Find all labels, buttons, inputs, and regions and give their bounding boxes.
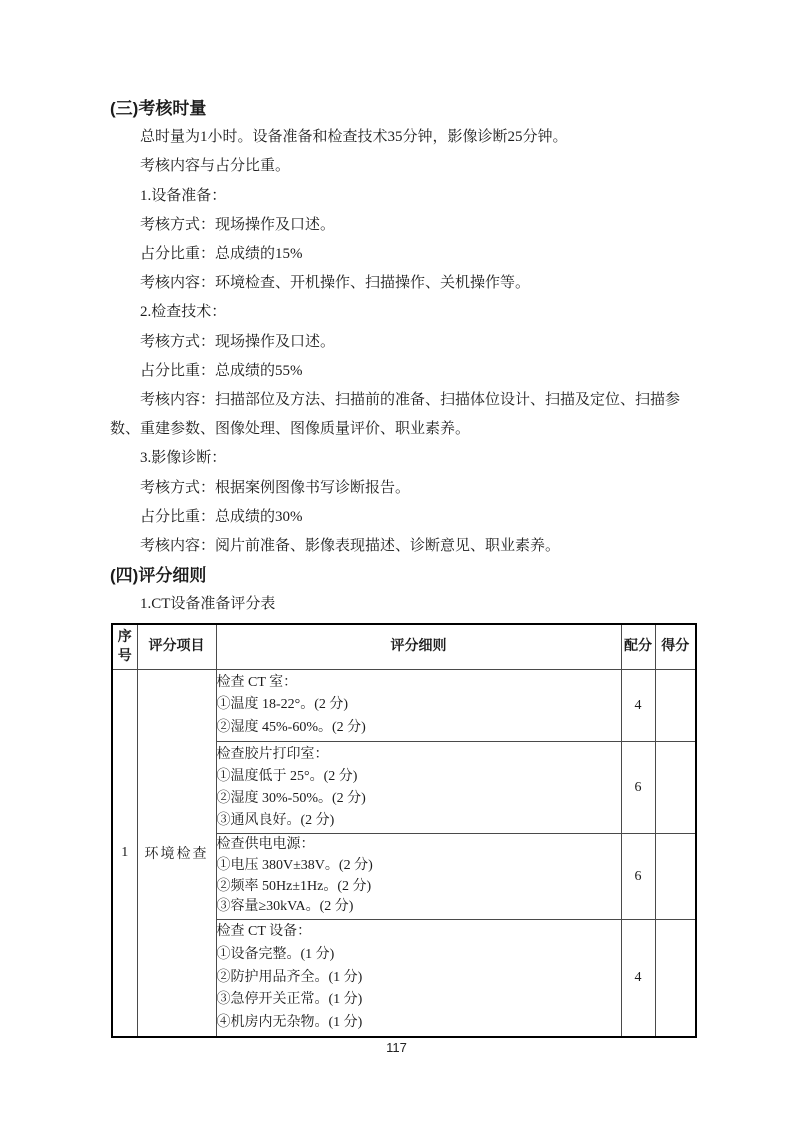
paragraph: 考核方式：现场操作及口述。	[140, 333, 336, 350]
paragraph: 考核方式：根据案例图像书写诊断报告。	[140, 479, 411, 496]
section-heading-3: (三)考核时量	[110, 99, 207, 118]
table-header-row	[112, 624, 696, 670]
paragraph: 考核方式：现场操作及口述。	[140, 216, 336, 233]
detail-line: 检查胶片打印室：	[216, 746, 329, 762]
detail-cell	[216, 670, 621, 742]
paragraph: 占分比重：总成绩的30%	[140, 508, 303, 525]
paragraph: 3.影像诊断：	[140, 450, 227, 467]
section-heading-4: (四)评分细则	[110, 566, 207, 586]
document-content	[110, 94, 700, 1038]
table-title: 1.CT设备准备评分表	[140, 596, 276, 613]
paragraph-continuation: 数、重建参数、图像处理、图像质量评价、职业素养。	[110, 421, 471, 438]
paragraph: 总时量为1小时。设备准备和检查技术35分钟，影像诊断25分钟。	[140, 129, 568, 146]
earned-cell	[655, 834, 696, 920]
scoring-table	[111, 623, 697, 1038]
detail-line: ①电压 380V±38V。(2 分)	[216, 857, 373, 873]
paragraph: 考核内容与占分比重。	[140, 158, 291, 175]
detail-line: ②频率 50Hz±1Hz。(2 分)	[216, 878, 372, 894]
detail-line: 检查 CT 设备：	[216, 923, 312, 939]
earned-cell	[655, 920, 696, 1037]
score-cell: 6	[621, 742, 655, 834]
detail-line: ①设备完整。(1 分)	[216, 946, 335, 962]
row-item-cell: 环境检查	[137, 670, 216, 1037]
paragraph: 占分比重：总成绩的55%	[140, 362, 303, 379]
score-cell: 4	[621, 920, 655, 1037]
paragraph: 占分比重：总成绩的15%	[140, 246, 303, 263]
detail-line: ②湿度 45%-60%。(2 分)	[216, 719, 366, 735]
detail-line: ③急停开关正常。(1 分)	[216, 992, 363, 1008]
detail-line: ①温度低于 25°。(2 分)	[216, 768, 358, 784]
detail-line: ①温度 18-22°。(2 分)	[216, 697, 349, 713]
table-subrow-ct-room	[112, 670, 696, 742]
paragraph: 1.设备准备：	[140, 187, 227, 204]
detail-line: ②湿度 30%-50%。(2 分)	[216, 790, 366, 806]
col-header-item: 评分项目	[137, 624, 216, 670]
col-header-earned: 得分	[655, 624, 696, 670]
detail-line: 检查 CT 室：	[216, 674, 298, 690]
paragraph: 考核内容：阅片前准备、影像表现描述、诊断意见、职业素养。	[140, 538, 561, 555]
col-header-detail: 评分细则	[216, 624, 621, 670]
detail-line: ③通风良好。(2 分)	[216, 812, 335, 828]
detail-cell	[216, 742, 621, 834]
detail-cell	[216, 834, 621, 920]
detail-line: ④机房内无杂物。(1 分)	[216, 1015, 363, 1031]
detail-line: ②防护用品齐全。(1 分)	[216, 969, 363, 985]
row-number-cell: 1	[112, 670, 137, 1037]
detail-line: 检查供电电源：	[216, 837, 315, 853]
score-cell: 6	[621, 834, 655, 920]
score-cell: 4	[621, 670, 655, 742]
earned-cell	[655, 742, 696, 834]
detail-line: ③容量≥30kVA。(2 分)	[216, 899, 354, 915]
earned-cell	[655, 670, 696, 742]
col-header-no: 序号	[112, 624, 137, 670]
paragraph: 2.检查技术：	[140, 304, 227, 321]
page-number: 117	[386, 1040, 407, 1055]
paragraph: 考核内容：扫描部位及方法、扫描前的准备、扫描体位设计、扫描及定位、扫描参	[140, 392, 681, 409]
detail-cell	[216, 920, 621, 1037]
paragraph: 考核内容：环境检查、开机操作、扫描操作、关机操作等。	[140, 275, 531, 292]
col-header-score: 配分	[621, 624, 655, 670]
